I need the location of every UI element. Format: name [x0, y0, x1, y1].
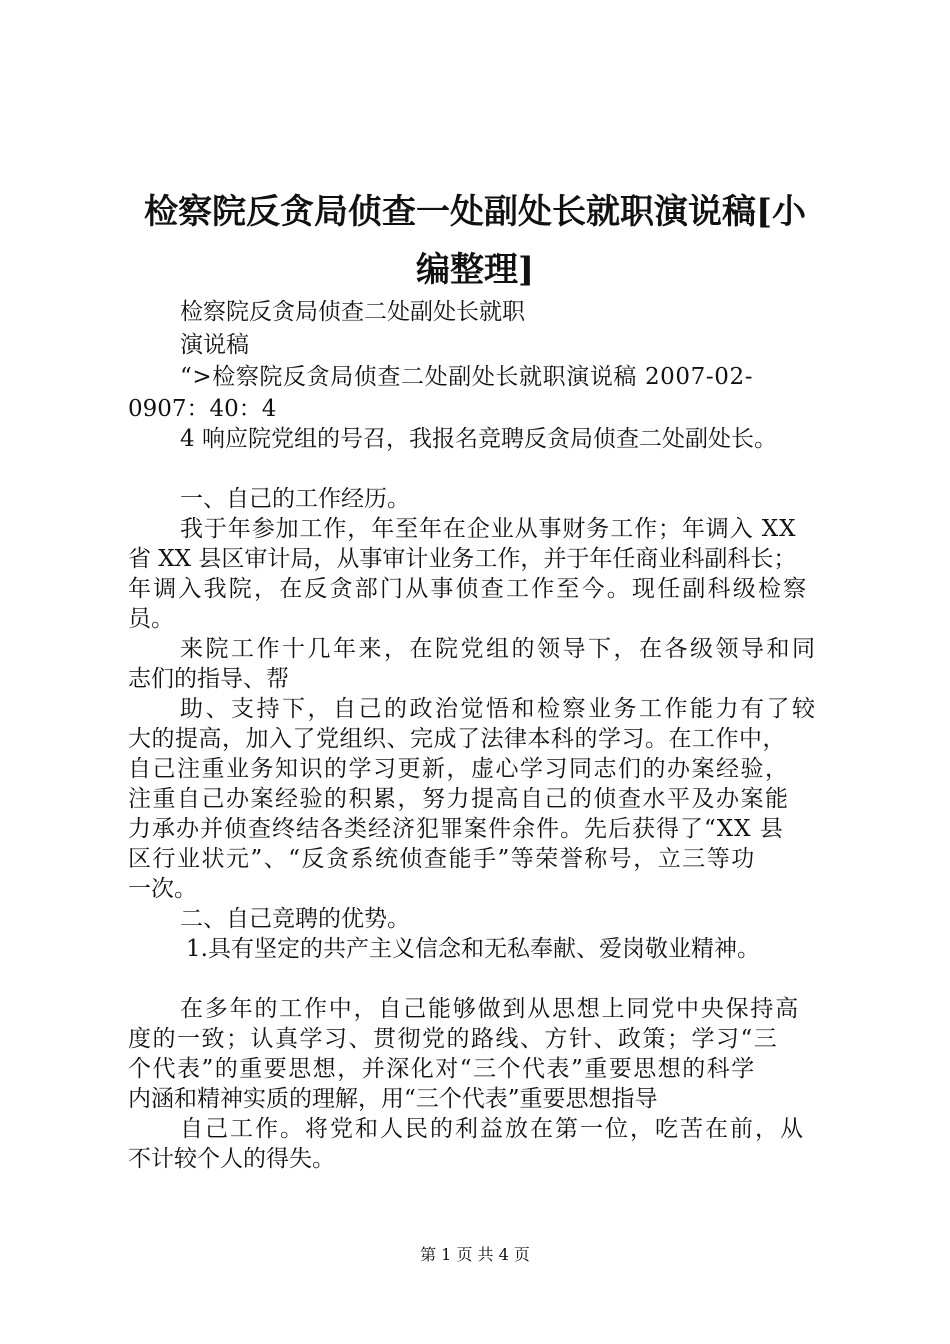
- body-line: 省 XX 县区审计局，从事审计业务工作，并于年任商业科副科长；: [128, 546, 797, 572]
- list-item: 1.具有坚定的共产主义信念和无私奉献、爱岗敬业精神。: [186, 936, 760, 962]
- document-title-line-2: 编整理]: [415, 250, 535, 290]
- section-heading: 一、自己的工作经历。: [180, 486, 410, 512]
- body-line: 一次。: [128, 876, 197, 902]
- body-line: 检察院反贪局侦查二处副处长就职: [180, 299, 525, 325]
- section-heading: 二、自己竞聘的优势。: [180, 906, 410, 932]
- body-line: 不计较个人的得失。: [128, 1146, 335, 1172]
- body-line: 个代表”的重要思想，并深化对“三个代表”重要思想的科学: [128, 1056, 756, 1082]
- body-line: 4 响应院党组的号召，我报名竞聘反贪局侦查二处副处长。: [180, 426, 777, 452]
- body-line: 来院工作十几年来，在院党组的领导下，在各级领导和同: [180, 636, 818, 662]
- body-line: 自己注重业务知识的学习更新，虚心学习同志们的办案经验，: [128, 756, 790, 782]
- body-line: 注重自己办案经验的积累，努力提高自己的侦查水平及办案能: [128, 786, 790, 812]
- body-line: 区行业状元”、“反贪系统侦查能手”等荣誉称号，立三等功: [128, 846, 756, 872]
- body-line: 大的提高，加入了党组织、完成了法律本科的学习。在工作中，: [128, 726, 786, 752]
- body-line: “>检察院反贪局侦查二处副处长就职演说稿 2007-02-: [180, 364, 754, 390]
- body-line: 志们的指导、帮: [128, 666, 289, 692]
- document-title-line-1: 检察院反贪局侦查一处副处长就职演说稿[小: [143, 192, 807, 232]
- page-footer: 第 1 页 共 4 页: [420, 1245, 530, 1264]
- body-line: 演说稿: [180, 332, 249, 358]
- body-line: 内涵和精神实质的理解，用“三个代表”重要思想指导: [128, 1086, 658, 1112]
- body-line: 自己工作。将党和人民的利益放在第一位，吃苦在前，从: [180, 1116, 805, 1142]
- body-line: 力承办并侦查终结各类经济犯罪案件余件。先后获得了“XX 县: [128, 816, 784, 842]
- body-line: 助、支持下，自己的政治觉悟和检察业务工作能力有了较: [180, 696, 818, 722]
- body-line: 在多年的工作中，自己能够做到从思想上同党中央保持高: [180, 996, 800, 1022]
- body-line: 员。: [128, 606, 174, 632]
- body-line: 度的一致；认真学习、贯彻党的路线、方针、政策；学习“三: [128, 1026, 779, 1052]
- body-line: 0907：40：4: [128, 396, 277, 422]
- body-line: 我于年参加工作，年至年在企业从事财务工作；年调入 XX: [180, 516, 797, 542]
- body-line: 年调入我院，在反贪部门从事侦查工作至今。现任副科级检察: [128, 576, 809, 602]
